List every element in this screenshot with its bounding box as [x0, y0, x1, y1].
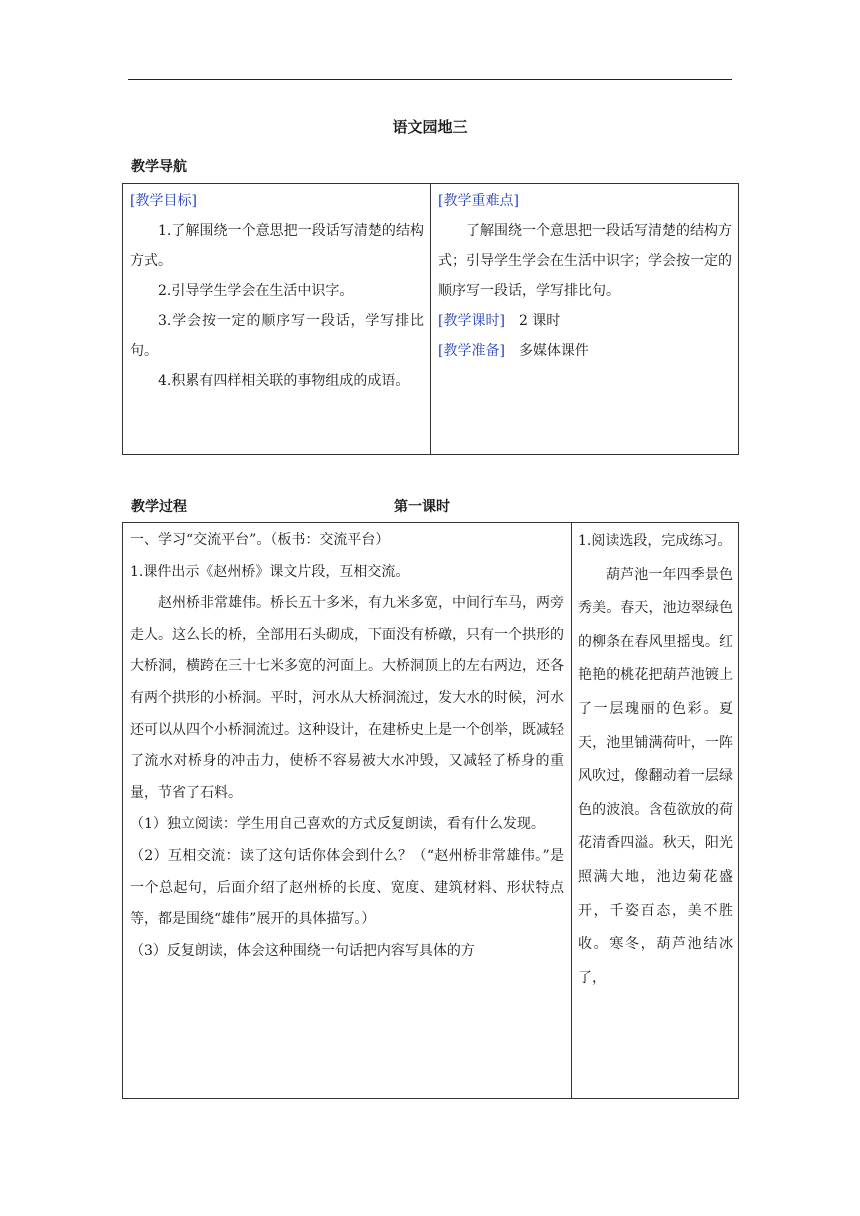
keypoints-text: 了解围绕一个意思把一段话写清楚的结构方式；引导学生学会在生活中识字；学会按一定的顺序写一段话，学写排比句。 [438, 223, 732, 299]
objective-item: 2.引导学生学会在生活中识字。 [158, 283, 354, 299]
prep-label: [教学准备] [438, 343, 505, 359]
bridge-passage: 赵州桥非常雄伟。桥长五十多米，有九米多宽，中间行车马，两旁走人。这么长的桥，全部用石头砌成，下面没有桥礅，只有一个拱形的大桥洞，横跨在三十七米多宽的河面上。大桥洞顶上的左右两边，还各有两个拱形的小桥洞。平时，河水从大桥洞流过，发大水的时候，河水还可以从四个小桥洞流过。这种设计，在建桥史上是一个创举，既减轻了流水对桥身的冲击力，使桥不容易被大水冲毁，又减轻了桥身的重量，节省了石料。 [130, 595, 564, 801]
preparation-row [438, 336, 732, 366]
page-title: 语文园地三 [392, 118, 468, 136]
hours-value: 2 课时 [518, 313, 561, 329]
nav-heading: 教学导航 [131, 159, 187, 175]
objective-item: 3.学会按一定的顺序写一段话，学写排比句。 [130, 313, 424, 359]
objective-item: 1.了解围绕一个意思把一段话写清楚的结构方式。 [130, 223, 424, 269]
objective-item: 4.积累有四样相关联的事物组成的成语。 [158, 373, 410, 389]
process-line: 一、学习“交流平台”。（板书：交流平台） [130, 532, 390, 548]
lesson-heading: 第一课时 [394, 499, 450, 515]
process-main-cell [130, 525, 564, 967]
process-step: （2）互相交流：读了这句话你体会到什么？（“赵州桥非常雄伟。”是一个总起句，后面介绍了赵州桥的长度、宽度、建筑材料、形状特点等，都是围绕“雄伟”展开的具体描写。） [130, 847, 564, 928]
header-rule [128, 79, 732, 80]
lesson-hours-row [438, 306, 732, 336]
keypoints-label: [教学重难点] [438, 193, 519, 209]
process-line: 1.课件出示《赵州桥》课文片段，互相交流。 [130, 563, 410, 580]
nav-objectives-cell [130, 186, 424, 396]
nav-table-divider [430, 183, 431, 455]
exercise-passage: 葫芦池一年四季景色秀美。春天，池边翠绿色的柳条在春风里摇曳。红艳艳的桃花把葫芦池镀上了一层瑰丽的色彩。夏天，池里铺满荷叶，一阵风吹过，像翻动着一层绿色的波浪。含苞欲放的荷花清香四溢。秋天，阳光照满大地，池边菊花盛开，千姿百态，美不胜收。寒冬，葫芦池结冰了， [578, 566, 733, 986]
prep-value: 多媒体课件 [518, 343, 589, 359]
process-step: （3）反复朗读，体会这种围绕一句话把内容写具体的方 [130, 942, 475, 959]
exercise-task: 1.阅读选段，完成练习。 [578, 533, 732, 549]
process-step: （1）独立阅读：学生用自己喜欢的方式反复朗读，看有什么发现。 [130, 816, 545, 833]
nav-keypoints-cell [438, 186, 732, 366]
process-side-cell [578, 525, 733, 995]
objectives-label: [教学目标] [130, 193, 197, 209]
process-heading: 教学过程 [131, 499, 187, 515]
process-table-divider [571, 522, 572, 1099]
hours-label: [教学课时] [438, 313, 505, 329]
